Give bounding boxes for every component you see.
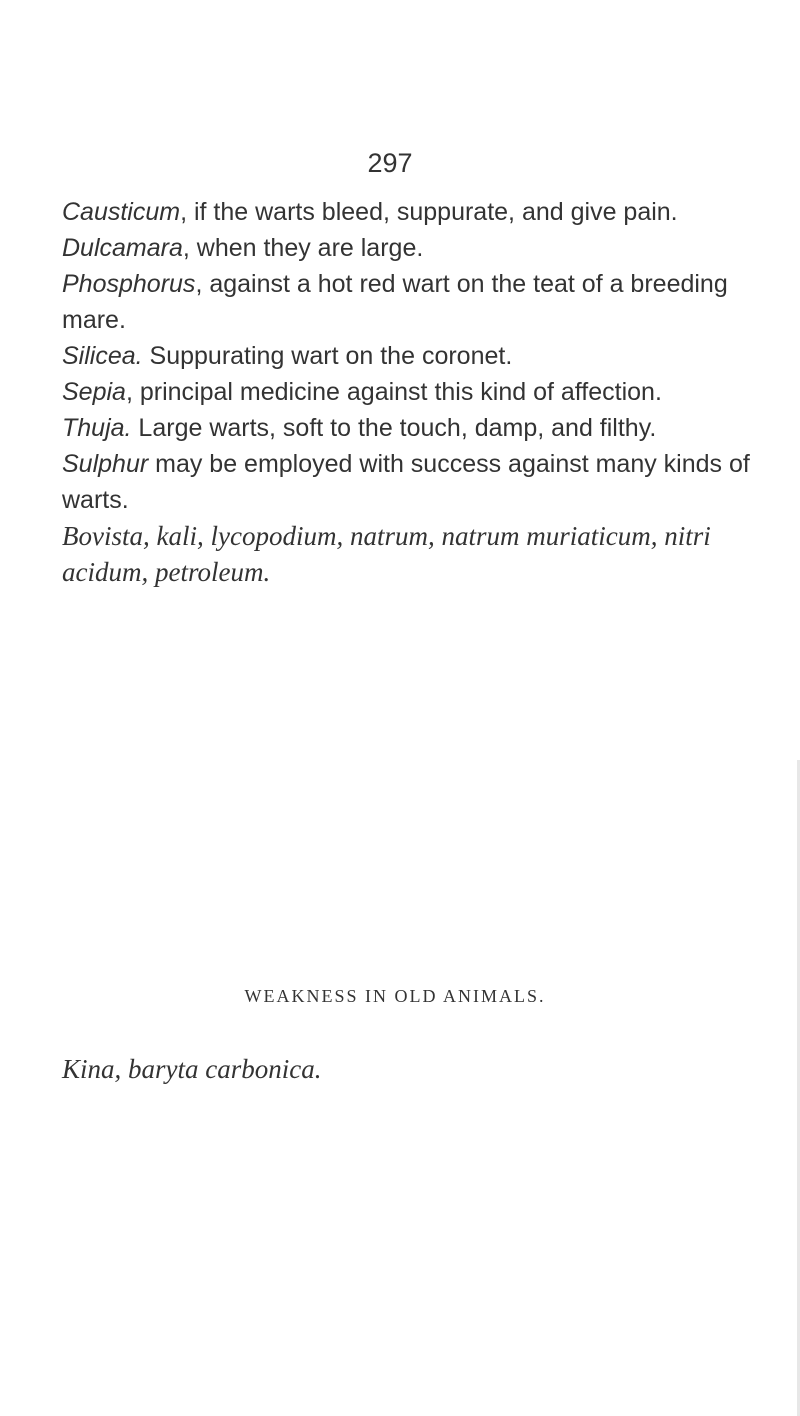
remedy-entry-sulphur <box>62 446 762 518</box>
remedy-description: , against a hot red wart on the teat of a breeding mare. <box>62 270 728 334</box>
remedy-description: , principal medicine against this kind of affection. <box>125 378 662 406</box>
remedy-description: , if the warts bleed, suppurate, and give pain. <box>180 198 678 226</box>
remedy-entry-phosphorus <box>62 266 762 338</box>
remedy-entry-sepia <box>62 374 762 410</box>
remedy-entry-bovista-group: Bovista, kali, lycopodium, natrum, natrum muriaticum, nitri acidum, petroleum. <box>62 521 711 587</box>
remedy-list <box>62 194 762 590</box>
section-heading: WEAKNESS IN OLD ANIMALS. <box>244 986 546 1006</box>
remedy-entry-silicea <box>62 338 762 374</box>
remedy-name: Dulcamara <box>62 234 183 262</box>
remedy-entry-thuja <box>62 410 762 446</box>
remedy-entry-causticum <box>62 194 762 230</box>
remedy-description: Large warts, soft to the touch, damp, and filthy. <box>131 414 657 442</box>
section-remedies: Kina, baryta carbonica. <box>62 1054 322 1084</box>
remedy-name: Silicea. <box>62 342 143 370</box>
remedy-name: Sepia <box>62 378 126 406</box>
remedy-description: , when they are large. <box>182 234 424 262</box>
remedy-name: Thuja. <box>62 414 132 442</box>
remedy-entry-dulcamara <box>62 230 762 266</box>
page-number: 297 <box>367 148 413 178</box>
remedy-name: Causticum <box>62 198 181 226</box>
remedy-description: may be employed with success against many kinds of warts. <box>62 450 750 514</box>
remedy-description: Suppurating wart on the coronet. <box>142 342 513 370</box>
remedy-name: Sulphur <box>62 450 149 478</box>
remedy-name: Phosphorus <box>62 270 196 298</box>
